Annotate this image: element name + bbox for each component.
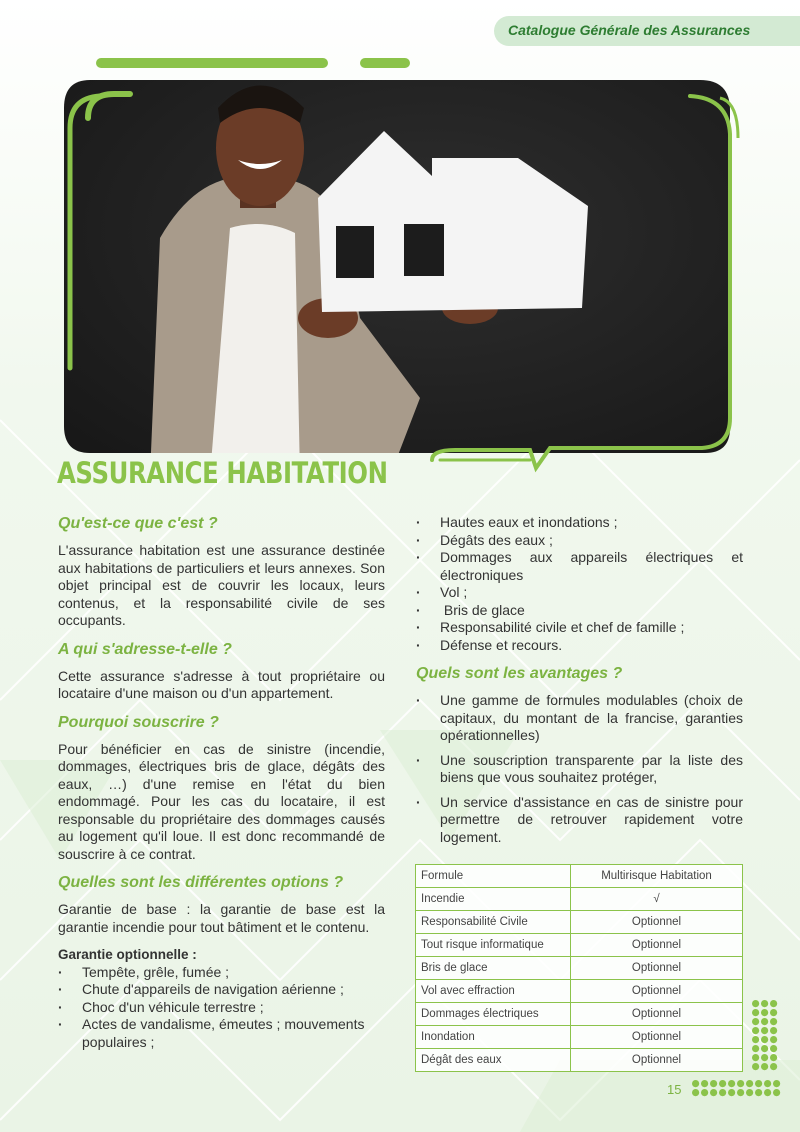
- decorative-dot: [761, 1054, 768, 1061]
- list-item: · Responsabilité civile et chef de famille ;: [416, 619, 743, 637]
- list-item: · Défense et recours.: [416, 637, 743, 655]
- decorative-dot: [770, 1027, 777, 1034]
- decorative-dot: [761, 1000, 768, 1007]
- coverage-table: [415, 864, 743, 1072]
- decorative-dot: [770, 1000, 777, 1007]
- decorative-dot: [719, 1080, 726, 1087]
- decorative-dot: [746, 1089, 753, 1096]
- table-cell: Incendie: [416, 888, 571, 911]
- table-row: [416, 888, 743, 911]
- catalogue-title: Catalogue Générale des Assurances: [508, 22, 751, 38]
- section-text-what: L'assurance habitation est une assurance destinée aux habitations de particuliers et leurs annexes. Son objet principal est de couvrir les locaux, leurs contenus, et la responsabilité civile de ses occupants.: [58, 542, 385, 628]
- section-heading-why: Pourquoi souscrire ?: [58, 713, 219, 731]
- table-cell: Dommages électriques: [416, 1003, 571, 1026]
- list-item: · Vol ;: [416, 584, 743, 602]
- table-row: [416, 911, 743, 934]
- table-cell: Tout risque informatique: [416, 934, 571, 957]
- decorative-dot: [761, 1018, 768, 1025]
- decorative-dot: [770, 1036, 777, 1043]
- decorative-dot: [710, 1089, 717, 1096]
- decorative-dot: [761, 1009, 768, 1016]
- advantages-list: [416, 692, 743, 846]
- decorative-dot: [728, 1089, 735, 1096]
- table-header-cell: Multirisque Habitation: [571, 865, 743, 888]
- section-heading-what: Qu'est-ce que c'est ?: [58, 515, 218, 532]
- decorative-bar: [96, 58, 328, 68]
- decorative-dot: [752, 1027, 759, 1034]
- list-item: · Une souscription transparente par la liste des biens que vous souhaitez protéger,: [416, 752, 743, 787]
- table-cell: Optionnel: [571, 1026, 743, 1049]
- decorative-dot: [737, 1089, 744, 1096]
- catalogue-header-tab: [494, 16, 800, 46]
- decorative-dot: [752, 1009, 759, 1016]
- table-cell: Optionnel: [571, 934, 743, 957]
- decorative-dots-vertical: [752, 1000, 782, 1074]
- list-item: · Bris de glace: [416, 602, 743, 620]
- section-text-who: Cette assurance s'adresse à tout propriétaire ou locataire d'une maison ou d'un appartement.: [58, 667, 385, 701]
- decorative-dot: [746, 1080, 753, 1087]
- list-item: · Une gamme de formules modulables (choix de capitaux, du montant de la francise, garanties opérationnelles): [416, 692, 743, 745]
- decorative-dot: [737, 1080, 744, 1087]
- table-row: [416, 980, 743, 1003]
- decorative-dot: [773, 1089, 780, 1096]
- table-cell: Optionnel: [571, 957, 743, 980]
- table-header-row: [416, 865, 743, 888]
- decorative-dot: [692, 1080, 699, 1087]
- decorative-dot: [752, 1063, 759, 1070]
- list-item: · Actes de vandalisme, émeutes ; mouvements populaires ;: [58, 1016, 385, 1051]
- table-cell: Vol avec effraction: [416, 980, 571, 1003]
- decorative-dot: [770, 1018, 777, 1025]
- list-item: · Dommages aux appareils électriques et électroniques: [416, 549, 743, 584]
- decorative-dot: [719, 1089, 726, 1096]
- options-list-part2: [416, 514, 743, 654]
- decorative-dot: [761, 1063, 768, 1070]
- decorative-dot: [764, 1080, 771, 1087]
- table-row: [416, 934, 743, 957]
- decorative-dot: [752, 1054, 759, 1061]
- decorative-dot: [770, 1063, 777, 1070]
- hero-photo: [60, 68, 740, 476]
- decorative-dot: [701, 1080, 708, 1087]
- decorative-dot: [770, 1045, 777, 1052]
- table-cell: Optionnel: [571, 1003, 743, 1026]
- page-number: 15: [667, 1082, 682, 1097]
- right-column: [416, 514, 743, 853]
- list-item: · Un service d'assistance en cas de sinistre pour permettre de retrouver rapidement votre logement.: [416, 794, 743, 847]
- decorative-dot: [773, 1080, 780, 1087]
- table-row: [416, 1049, 743, 1072]
- decorative-dot: [770, 1009, 777, 1016]
- decorative-dot: [752, 1000, 759, 1007]
- left-column: [58, 514, 385, 1051]
- table-cell: Optionnel: [571, 911, 743, 934]
- decorative-dot: [770, 1054, 777, 1061]
- options-list-part1: [58, 964, 385, 1052]
- decorative-dot: [728, 1080, 735, 1087]
- decorative-dot: [761, 1036, 768, 1043]
- table-cell: Bris de glace: [416, 957, 571, 980]
- decorative-dot: [761, 1045, 768, 1052]
- section-text-options: Garantie de base : la garantie de base est la garantie incendie pour tout bâtiment et le contenu.: [58, 901, 385, 935]
- decorative-dot: [701, 1089, 708, 1096]
- decorative-bar: [360, 58, 410, 68]
- table-row: [416, 957, 743, 980]
- decorative-dot: [755, 1080, 762, 1087]
- decorative-dot: [752, 1018, 759, 1025]
- table-cell: Inondation: [416, 1026, 571, 1049]
- list-item: · Hautes eaux et inondations ;: [416, 514, 743, 532]
- decorative-dot: [764, 1089, 771, 1096]
- page-title: ASSURANCE HABITATION: [57, 456, 388, 490]
- list-item: · Choc d'un véhicule terrestre ;: [58, 999, 385, 1017]
- table-cell: √: [571, 888, 743, 911]
- decorative-dot: [752, 1045, 759, 1052]
- table-row: [416, 1026, 743, 1049]
- section-heading-advantages: Quels sont les avantages ?: [416, 665, 623, 682]
- decorative-dots-horizontal: [692, 1080, 784, 1102]
- table-cell: Optionnel: [571, 1049, 743, 1072]
- table-cell: Responsabilité Civile: [416, 911, 571, 934]
- table-cell: Optionnel: [571, 980, 743, 1003]
- decorative-dot: [755, 1089, 762, 1096]
- optional-guarantee-label: Garantie optionnelle :: [58, 947, 197, 962]
- decorative-dot: [710, 1080, 717, 1087]
- decorative-dot: [692, 1089, 699, 1096]
- decorative-dot: [761, 1027, 768, 1034]
- table-row: [416, 1003, 743, 1026]
- list-item: · Dégâts des eaux ;: [416, 532, 743, 550]
- decorative-dot: [752, 1036, 759, 1043]
- section-heading-options: Quelles sont les différentes options ?: [58, 874, 344, 891]
- section-heading-who: A qui s'adresse-t-elle ?: [58, 640, 232, 658]
- list-item: · Chute d'appareils de navigation aérienne ;: [58, 981, 385, 999]
- section-text-why: Pour bénéficier en cas de sinistre (incendie, dommages, électriques bris de glace, dégâts des eaux, …) d'une remise en l'état du bien endommagé. Pour les cas du locataire, il est responsable du propriétaire des dommages causés au logement qu'il loue. Il est donc recommandé de souscrire à ce contrat.: [58, 740, 385, 862]
- table-cell: Dégât des eaux: [416, 1049, 571, 1072]
- table-header-cell: Formule: [416, 865, 571, 888]
- list-item: · Tempête, grêle, fumée ;: [58, 964, 385, 982]
